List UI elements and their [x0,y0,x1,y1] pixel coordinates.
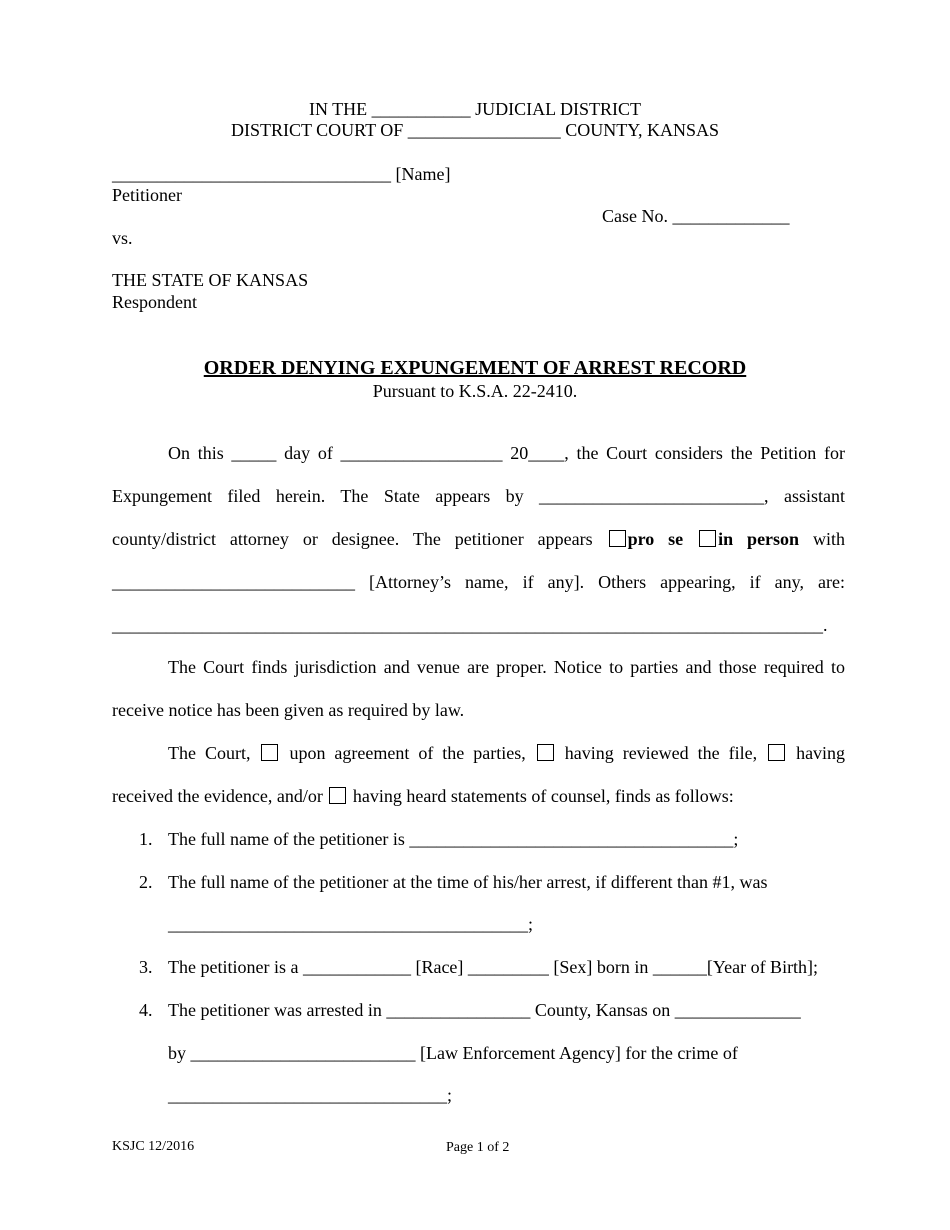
court-district-line: IN THE ___________ JUDICIAL DISTRICT [309,99,641,119]
item-4-line1: The petitioner was arrested in ________________ County, Kansas on ______________ [168,1000,801,1020]
received-evidence-label-end: received the evidence, and/or [112,786,323,806]
item-number: 2. [139,872,153,892]
agreement-checkbox[interactable] [261,744,278,761]
in-person-checkbox[interactable] [699,530,716,547]
item-4-line3: _______________________________; [168,1085,453,1105]
received-evidence-label-start: having [796,743,846,763]
item-number: 1. [139,829,153,849]
item-number: 3. [139,957,153,977]
item-4-line2: by _________________________ [Law Enforcement Agency] for the crime of [168,1043,738,1063]
para3-line2 [112,786,734,807]
para1-line3-with: with [813,529,846,549]
para1-line2: Expungement filed herein. The State appears by _________________________, assistant [112,486,845,506]
respondent-label: Respondent [112,292,197,312]
petitioner-name-line: _______________________________ [Name] [112,164,451,184]
reviewed-file-checkbox[interactable] [537,744,554,761]
para3-line1 [168,743,845,764]
item-3-line: The petitioner is a ____________ [Race] _________ [Sex] born in ______[Year of Birth]; [168,957,819,977]
court-county-line: DISTRICT COURT OF _________________ COUNTY, KANSAS [231,120,719,140]
para2-line2: receive notice has been given as required by law. [112,700,465,720]
document-subtitle: Pursuant to K.S.A. 22-2410. [372,381,578,401]
para2-line1: The Court finds jurisdiction and venue are proper. Notice to parties and those required to [168,657,845,677]
page-number: Page 1 of 2 [446,1140,510,1155]
para3-court-label: The Court, [168,743,251,763]
para1-line5: _______________________________________________________________________________. [112,615,828,635]
para1-line3-text: county/district attorney or designee. The petitioner appears [112,529,593,549]
petitioner-label: Petitioner [112,185,182,205]
received-evidence-checkbox[interactable] [768,744,785,761]
pro-se-checkbox[interactable] [609,530,626,547]
pro-se-label: pro se [627,529,684,549]
form-id: KSJC 12/2016 [112,1139,195,1154]
para1-line3 [112,529,845,550]
heard-counsel-label: having heard statements of counsel, finds as follows: [352,786,734,806]
item-2-line1: The full name of the petitioner at the time of his/her arrest, if different than #1, was [168,872,768,892]
reviewed-file-label: having reviewed the file, [564,743,758,763]
case-number: Case No. _____________ [602,206,790,226]
para1-line1: On this _____ day of __________________ 20____, the Court considers the Petition for [168,443,845,463]
heard-counsel-checkbox[interactable] [329,787,346,804]
item-number: 4. [139,1000,153,1020]
respondent-name: THE STATE OF KANSAS [112,270,309,290]
item-1-line: The full name of the petitioner is ____________________________________; [168,829,739,849]
in-person-label: in person [718,529,800,549]
para1-line4: ___________________________ [Attorney’s name, if any]. Others appearing, if any, are: [112,572,845,592]
versus-label: vs. [112,228,133,248]
agreement-label: upon agreement of the parties, [289,743,526,763]
document-title: ORDER DENYING EXPUNGEMENT OF ARREST RECORD [203,357,747,379]
item-2-line2: ________________________________________; [168,914,534,934]
